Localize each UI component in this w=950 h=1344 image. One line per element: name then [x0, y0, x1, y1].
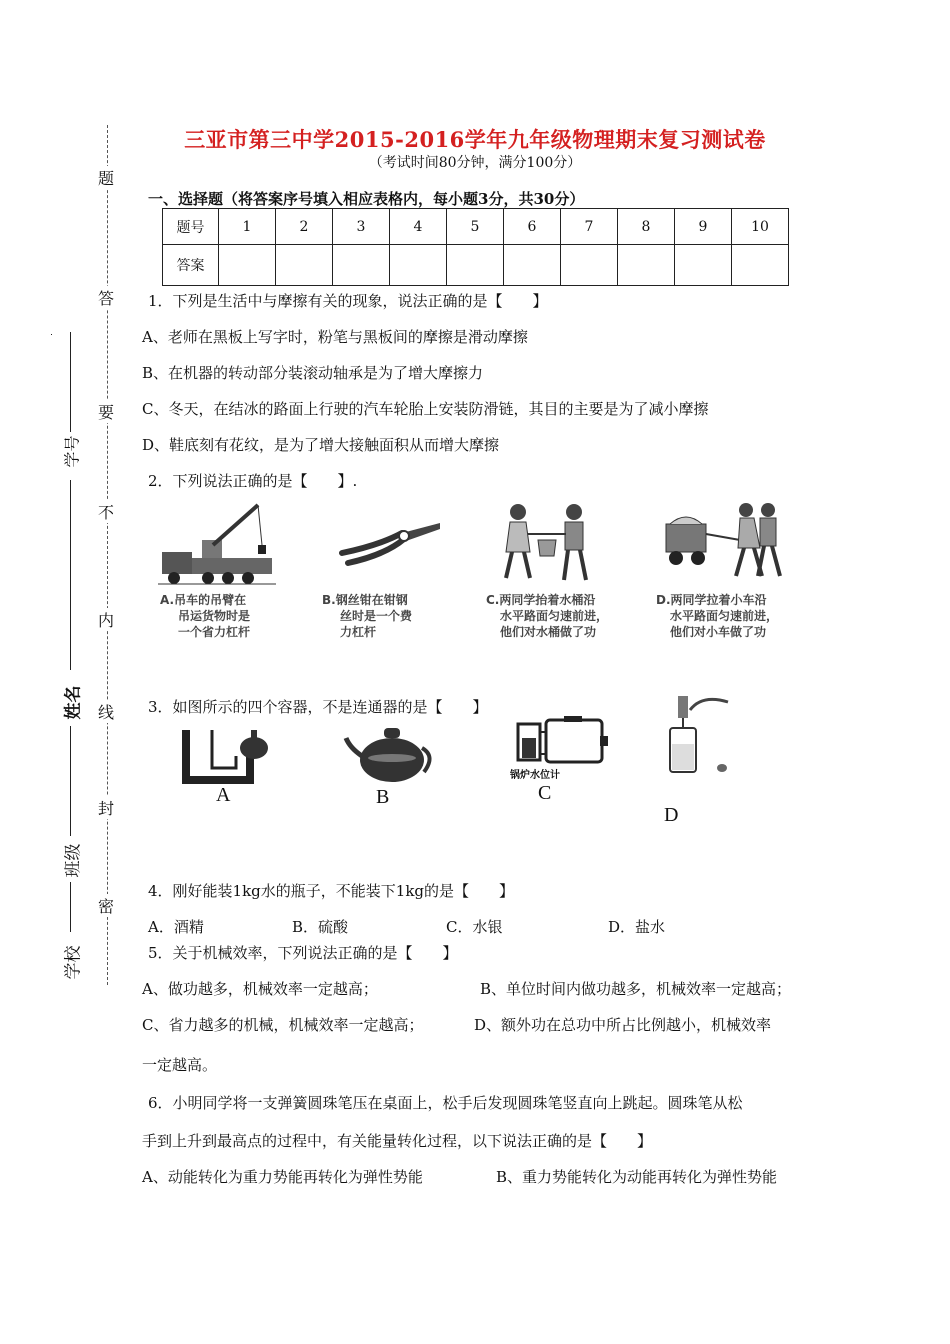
caption-line: 他们对小车做了功 — [670, 625, 767, 639]
q3-label-c: C — [538, 782, 552, 804]
q2-caption-a — [160, 592, 250, 640]
answer-cell[interactable] — [504, 245, 561, 286]
crane-figure — [158, 500, 278, 585]
table-number: 4 — [390, 209, 447, 245]
seal-char-nei: 内 — [98, 608, 114, 631]
u-tube-figure — [182, 726, 282, 784]
q1-option-d: D、鞋底刻有花纹，是为了增大接触面积从而增大摩擦 — [142, 436, 500, 454]
table-number: 5 — [447, 209, 504, 245]
table-row-answers — [163, 245, 789, 286]
answer-table — [162, 208, 789, 286]
q2-caption-b — [322, 592, 412, 640]
page-title: 三亚市第三中学2015-2016学年九年级物理期末复习测试卷 — [184, 127, 766, 152]
dropper-bottle-figure — [662, 692, 732, 778]
table-number: 1 — [219, 209, 276, 245]
answer-cell[interactable] — [675, 245, 732, 286]
answer-cell[interactable] — [447, 245, 504, 286]
caption-line: 力杠杆 — [340, 625, 377, 639]
answer-cell[interactable] — [618, 245, 675, 286]
q1-option-c: C、冬天，在结冰的路面上行驶的汽车轮胎上安装防滑链，其目的主要是为了减小摩擦 — [142, 400, 709, 418]
table-number: 7 — [561, 209, 618, 245]
q2-caption-c — [486, 592, 608, 640]
table-row-numbers — [163, 209, 789, 245]
table-answer-label: 答案 — [163, 245, 219, 286]
caption-line: 水平路面匀速前进， — [500, 609, 609, 623]
q3-stem: 3．如图所示的四个容器，不是连通器的是【 】 — [148, 698, 488, 716]
q6-stem-line1: 6．小明同学将一支弹簧圆珠笔压在桌面上，松手后发现圆珠笔竖直向上跳起。圆珠笔从松 — [148, 1094, 743, 1112]
name-line — [70, 480, 71, 670]
carry-bucket-figure — [488, 500, 603, 585]
answer-cell[interactable] — [390, 245, 447, 286]
table-number: 10 — [732, 209, 789, 245]
class-line — [70, 726, 71, 836]
q5-stem: 5．关于机械效率，下列说法正确的是【 】 — [148, 944, 458, 962]
q3-label-d: D — [664, 804, 679, 826]
table-number: 6 — [504, 209, 561, 245]
table-number: 2 — [276, 209, 333, 245]
q4-option-c: C．水银 — [446, 918, 503, 936]
caption-line: B.钢丝钳在钳钢 — [322, 593, 408, 607]
caption-line: A.吊车的吊臂在 — [160, 593, 247, 607]
caption-line: 丝时是一个费 — [340, 609, 413, 623]
page-subtitle: （考试时间80分钟，满分100分） — [368, 155, 582, 171]
q2-caption-d — [656, 592, 778, 640]
q5-option-a: A、做功越多，机械效率一定越高； — [142, 980, 378, 998]
q4-stem: 4．刚好能装1kg水的瓶子，不能装下1kg的是【 】 — [148, 882, 515, 900]
caption-line: C.两同学抬着水桶沿 — [486, 593, 596, 607]
q1-option-a: A、老师在黑板上写字时，粉笔与黑板间的摩擦是滑动摩擦 — [142, 328, 528, 346]
student-id-label: 学号 — [62, 435, 82, 468]
q5-option-d: D、额外功在总功中所占比例越小，机械效率 — [474, 1016, 772, 1034]
pull-cart-figure — [662, 500, 787, 585]
student-id-line — [70, 332, 71, 432]
seal-char-yao: 要 — [98, 400, 114, 423]
answer-cell[interactable] — [276, 245, 333, 286]
q3-label-a: A — [216, 784, 231, 806]
table-header-label: 题号 — [163, 209, 219, 245]
school-line — [70, 882, 71, 932]
q1-option-b: B、在机器的转动部分装滚动轴承是为了增大摩擦力 — [142, 364, 484, 382]
q6-stem-line2: 手到上升到最高点的过程中，有关能量转化过程，以下说法正确的是【 】 — [142, 1132, 653, 1150]
caption-line: 吊运货物时是 — [178, 609, 251, 623]
seal-char-bu: 不 — [98, 500, 114, 523]
answer-cell[interactable] — [732, 245, 789, 286]
q1-stem: 1．下列是生活中与摩擦有关的现象，说法正确的是【 】 — [148, 292, 548, 310]
q4-option-a: A．酒精 — [148, 918, 204, 936]
q5-option-c: C、省力越多的机械，机械效率一定越高； — [142, 1016, 424, 1034]
caption-line: 一个省力杠杆 — [178, 625, 251, 639]
table-number: 8 — [618, 209, 675, 245]
q5-option-d-continuation: 一定越高。 — [142, 1056, 218, 1074]
q4-option-b: B．硫酸 — [292, 918, 349, 936]
q4-option-d: D．盐水 — [608, 918, 666, 936]
seal-char-feng: 封 — [98, 796, 114, 819]
q5-option-b: B、单位时间内做功越多，机械效率一定越高； — [480, 980, 792, 998]
pliers-figure — [340, 515, 445, 565]
q3-label-b: B — [376, 786, 390, 808]
seal-char-mi: 密 — [98, 894, 114, 917]
table-number: 9 — [675, 209, 732, 245]
q2-stem: 2．下列说法正确的是【 】. — [148, 472, 358, 490]
answer-cell[interactable] — [333, 245, 390, 286]
boiler-label: 锅炉水位计 — [510, 770, 560, 781]
q6-option-a: A、动能转化为重力势能再转化为弹性势能 — [142, 1168, 423, 1186]
answer-cell[interactable] — [219, 245, 276, 286]
caption-line: 水平路面匀速前进， — [670, 609, 779, 623]
seal-dashed-line — [107, 125, 108, 985]
boiler-gauge-figure — [512, 716, 612, 768]
class-label: 班级 — [63, 843, 84, 878]
caption-line: 他们对水桶做了功 — [500, 625, 597, 639]
caption-line: D.两同学拉着小车沿 — [656, 593, 767, 607]
seal-char-da: 答 — [98, 286, 114, 309]
seal-char-ti: 题 — [98, 166, 114, 189]
name-label: 姓名 — [63, 685, 84, 720]
section-heading: 一、选择题（将答案序号填入相应表格内，每小题3分，共30分） — [148, 190, 585, 208]
table-number: 3 — [333, 209, 390, 245]
school-label: 学校 — [63, 945, 84, 980]
teapot-figure — [344, 722, 434, 784]
seal-char-xian: 线 — [98, 700, 114, 723]
q6-option-b: B、重力势能转化为动能再转化为弹性势能 — [496, 1168, 778, 1186]
answer-cell[interactable] — [561, 245, 618, 286]
